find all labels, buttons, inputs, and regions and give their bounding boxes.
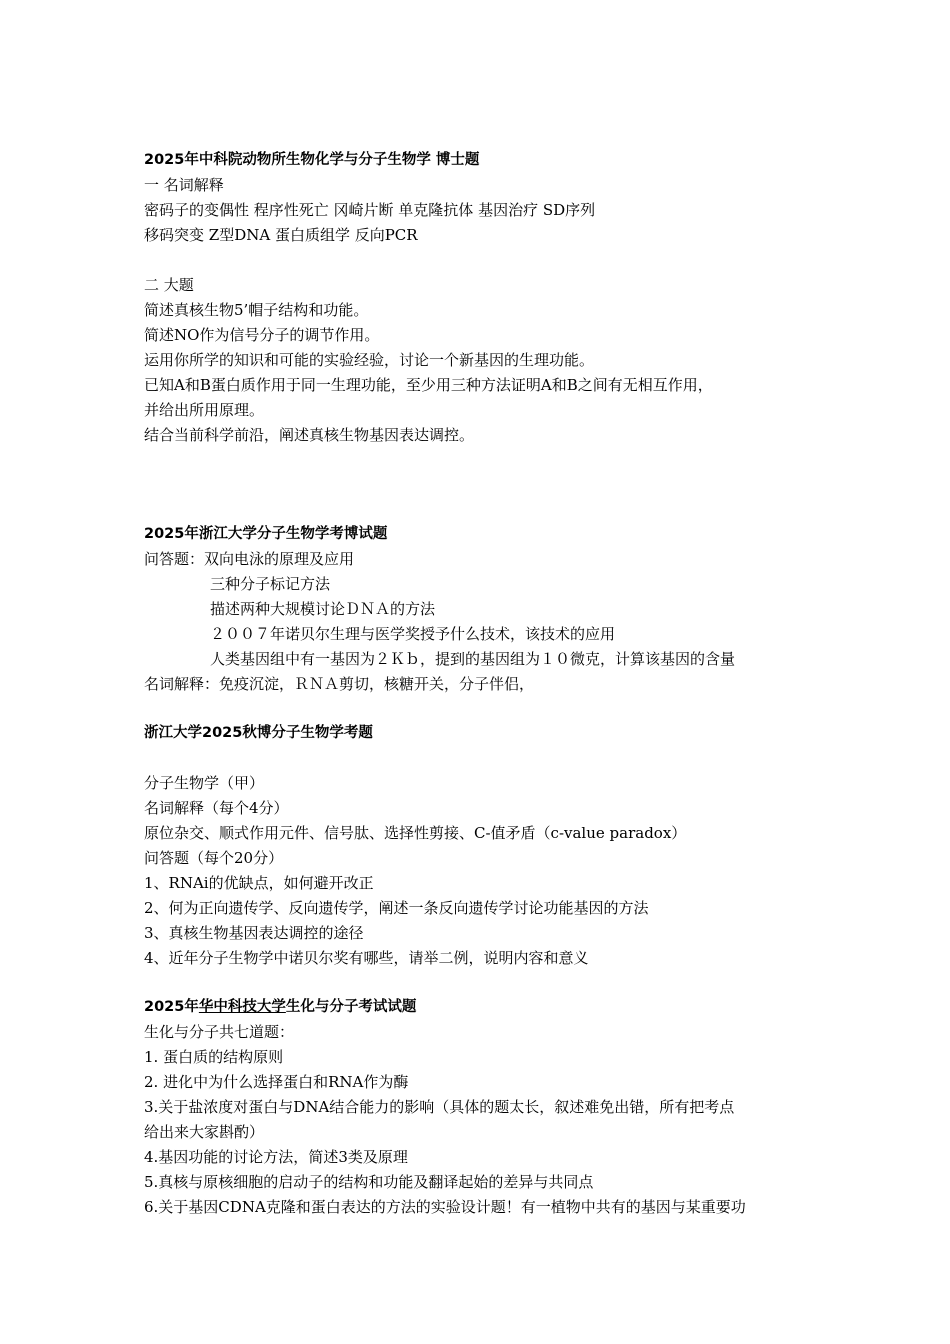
title-prefix: 2025年 <box>144 999 199 1015</box>
question-line: 3.关于盐浓度对蛋白与DNA结合能力的影响（具体的题太长，叙述难免出错，所有把考点 <box>144 1098 735 1116</box>
question-line: ２００７年诺贝尔生理与医学奖授予什么技术，该技术的应用 <box>210 625 616 643</box>
section-title: 浙江大学2025秋博分子生物学考题 <box>144 725 373 741</box>
question-line: 描述两种大规模讨论ＤＮＡ的方法 <box>210 600 436 618</box>
question-line: 人类基因组中有一基因为２Ｋｂ，提到的基因组为１０微克，计算该基因的含量 <box>210 650 736 668</box>
question-line: 简述NO作为信号分子的调节作用。 <box>144 326 380 344</box>
section-title: 2025年浙江大学分子生物学考博试题 <box>144 526 388 542</box>
section-title: 2025年中科院动物所生物化学与分子生物学 博士题 <box>144 152 480 168</box>
part-heading: 一 名词解释 <box>144 176 224 194</box>
section-zju-phd <box>144 522 824 697</box>
blank-line <box>144 248 824 273</box>
question-line: 结合当前科学前沿，阐述真核生物基因表达调控。 <box>144 426 475 444</box>
question-line: 4、近年分子生物学中诺贝尔奖有哪些，请举二例，说明内容和意义 <box>144 949 589 967</box>
question-line: 1. 蛋白质的结构原则 <box>144 1048 284 1066</box>
blank-line <box>144 746 824 771</box>
question-line: 2. 进化中为什么选择蛋白和RNA作为酶 <box>144 1073 409 1091</box>
intro-line: 生化与分子共七道题： <box>144 1023 295 1041</box>
question-line: 6.关于基因CDNA克隆和蛋白表达的方法的实验设计题！有一植物中共有的基因与某重要功 <box>144 1198 746 1216</box>
term-list-line: 移码突变 Z型DNA 蛋白质组学 反向PCR <box>144 226 418 244</box>
subject-line: 分子生物学（甲） <box>144 774 265 792</box>
question-line: 1、RNAi的优缺点，如何避开改正 <box>144 874 374 892</box>
part-heading: 二 大题 <box>144 276 194 294</box>
section-hust <box>144 995 824 1220</box>
title-suffix: 生化与分子考试试题 <box>285 999 417 1015</box>
term-list-line: 原位杂交、顺式作用元件、信号肽、选择性剪接、C-值矛盾（c-value paradox） <box>144 824 687 842</box>
question-line: 已知A和B蛋白质作用于同一生理功能，至少用三种方法证明A和B之间有无相互作用， <box>144 376 713 394</box>
question-line: 3、真核生物基因表达调控的途径 <box>144 924 364 942</box>
term-list-line: 密码子的变偶性 程序性死亡 冈崎片断 单克隆抗体 基因治疗 SD序列 <box>144 201 596 219</box>
question-line: 问答题：双向电泳的原理及应用 <box>144 550 355 568</box>
university-name-link[interactable]: 华中科技大学 <box>198 999 286 1015</box>
section-zju-autumn <box>144 721 824 971</box>
question-line: 并给出所用原理。 <box>144 401 265 419</box>
section-title <box>144 995 824 1020</box>
part-heading: 名词解释（每个4分） <box>144 799 289 817</box>
section-cas-zoology <box>144 148 824 448</box>
question-line: 2、何为正向遗传学、反向遗传学，阐述一条反向遗传学讨论功能基因的方法 <box>144 899 649 917</box>
term-list-line: 名词解释：免疫沉淀，ＲＮＡ剪切，核糖开关，分子伴侣， <box>144 675 535 693</box>
question-line: 三种分子标记方法 <box>210 575 331 593</box>
part-heading: 问答题（每个20分） <box>144 849 284 867</box>
question-line: 给出来大家斟酌） <box>144 1123 265 1141</box>
question-line: 4.基因功能的讨论方法，简述3类及原理 <box>144 1148 408 1166</box>
question-line: 简述真核生物5’帽子结构和功能。 <box>144 301 369 319</box>
question-line: 运用你所学的知识和可能的实验经验，讨论一个新基因的生理功能。 <box>144 351 595 369</box>
question-line: 5.真核与原核细胞的启动子的结构和功能及翻译起始的差异与共同点 <box>144 1173 594 1191</box>
